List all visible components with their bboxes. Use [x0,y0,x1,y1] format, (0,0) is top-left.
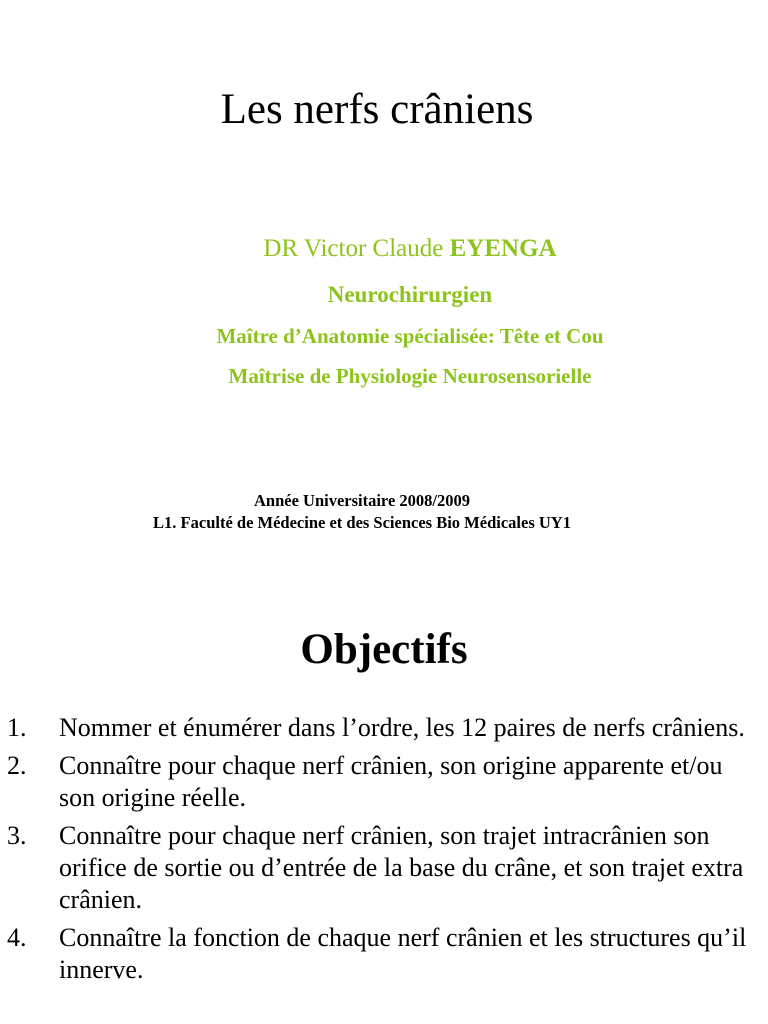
objective-number: 1. [7,713,27,742]
objective-item [0,820,768,916]
academic-info [0,490,724,534]
objective-number: 2. [7,751,27,780]
page-title: Les nerfs crâniens [220,86,534,133]
objective-number: 3. [7,821,27,850]
objective-text: Nommer et énumérer dans l’ordre, les 12 paires de nerfs crâniens. [59,713,745,742]
objective-text: Connaître pour chaque nerf crânien, son origine apparente et/ou son origine réelle. [59,751,723,812]
objective-item [0,712,768,744]
author-name [0,232,768,266]
academic-year: Année Universitaire 2008/2009 [253,491,470,510]
objectives-heading: Objectifs [300,626,468,673]
objective-text: Connaître la fonction de chaque nerf crânien et les structures qu’il innerve. [59,923,747,984]
author-degree: Maîtrise de Physiologie Neurosensorielle [228,364,592,388]
author-block [0,232,768,390]
author-specialty: Maître d’Anatomie spécialisée: Tête et Cou [216,324,604,348]
objectives-list [0,712,768,992]
objective-item [0,922,768,986]
objective-number: 4. [7,923,27,952]
author-surname: EYENGA [449,235,557,262]
author-role: Neurochirurgien [327,282,493,307]
objective-item [0,750,768,814]
objective-text: Connaître pour chaque nerf crânien, son trajet intracrânien son orifice de sortie ou d’entrée de la base du crâne, et son trajet extra crânien. [59,821,744,914]
author-name-prefix: DR Victor Claude [263,235,450,262]
faculty-line: L1. Faculté de Médecine et des Sciences Bio Médicales UY1 [153,513,571,532]
